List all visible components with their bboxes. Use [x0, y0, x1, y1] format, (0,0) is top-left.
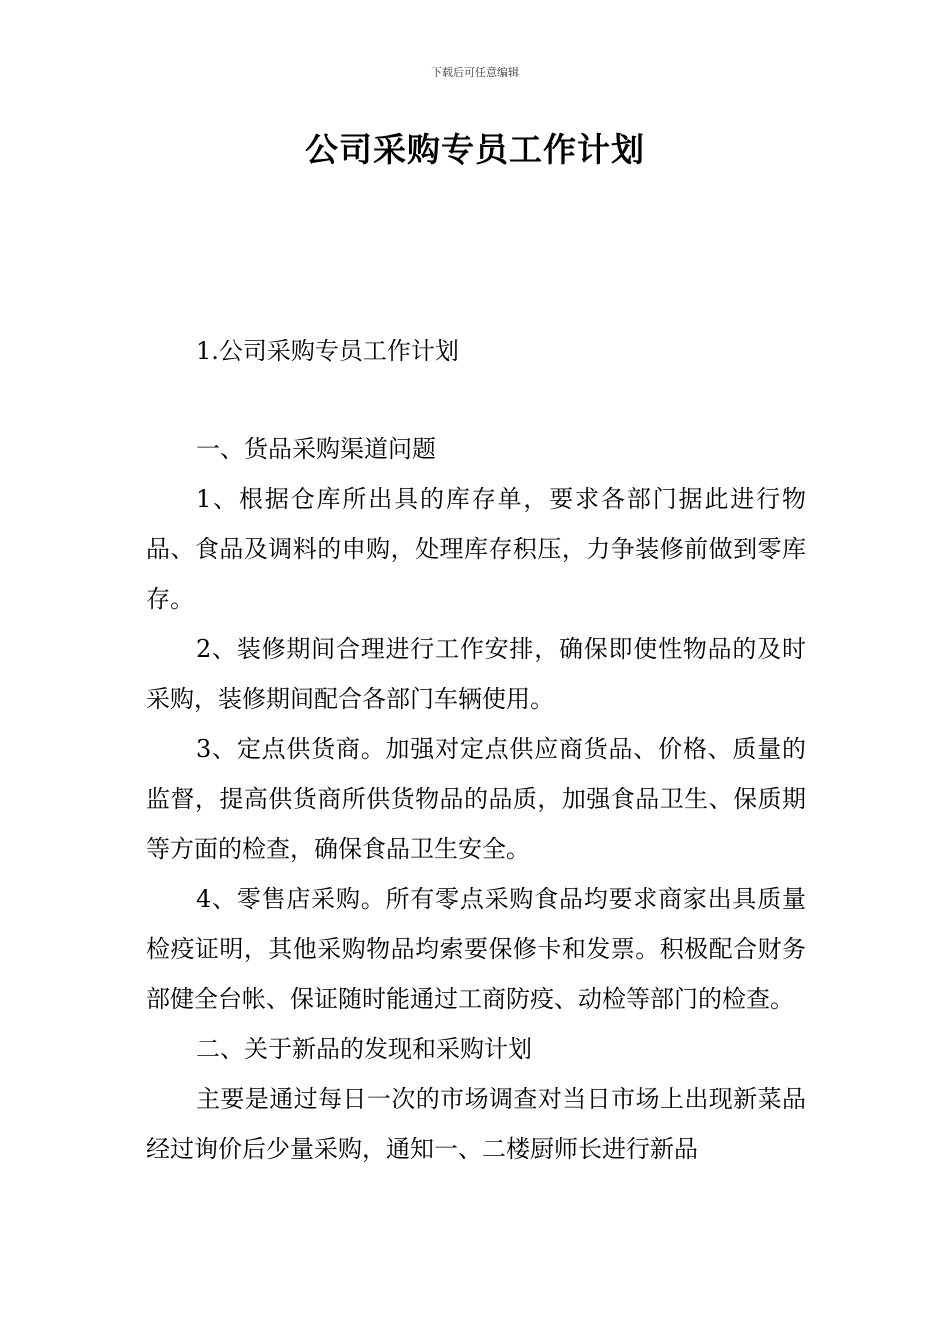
section-heading-1: 一、货品采购渠道问题 [196, 435, 436, 463]
paragraph-1: 1、根据仓库所出具的库存单，要求各部门据此进行物品、食品及调料的申购，处理库存积压，力争装修前做到零库存。 [146, 485, 806, 613]
paragraph-3: 3、定点供货商。加强对定点供应商货品、价格、质量的监督，提高供货商所供货物品的品质，加强食品卫生、保质期等方面的检查，确保食品卫生安全。 [146, 735, 806, 863]
paragraph-5: 主要是通过每日一次的市场调查对当日市场上出现新菜品经过询价后少量采购，通知一、二楼厨师长进行新品 [146, 1085, 806, 1163]
section-heading-2: 二、关于新品的发现和采购计划 [196, 1035, 532, 1063]
section-subtitle: 1.公司采购专员工作计划 [196, 337, 459, 365]
body-text [146, 424, 806, 1174]
header-note: 下载后可任意编辑 [431, 66, 519, 79]
document-title: 公司采购专员工作计划 [305, 130, 645, 169]
paragraph-2: 2、装修期间合理进行工作安排，确保即使性物品的及时采购，装修期间配合各部门车辆使用。 [146, 635, 806, 713]
paragraph-4: 4、零售店采购。所有零点采购食品均要求商家出具质量检疫证明，其他采购物品均索要保修卡和发票。积极配合财务部健全台帐、保证随时能通过工商防疫、动检等部门的检查。 [146, 885, 806, 1013]
